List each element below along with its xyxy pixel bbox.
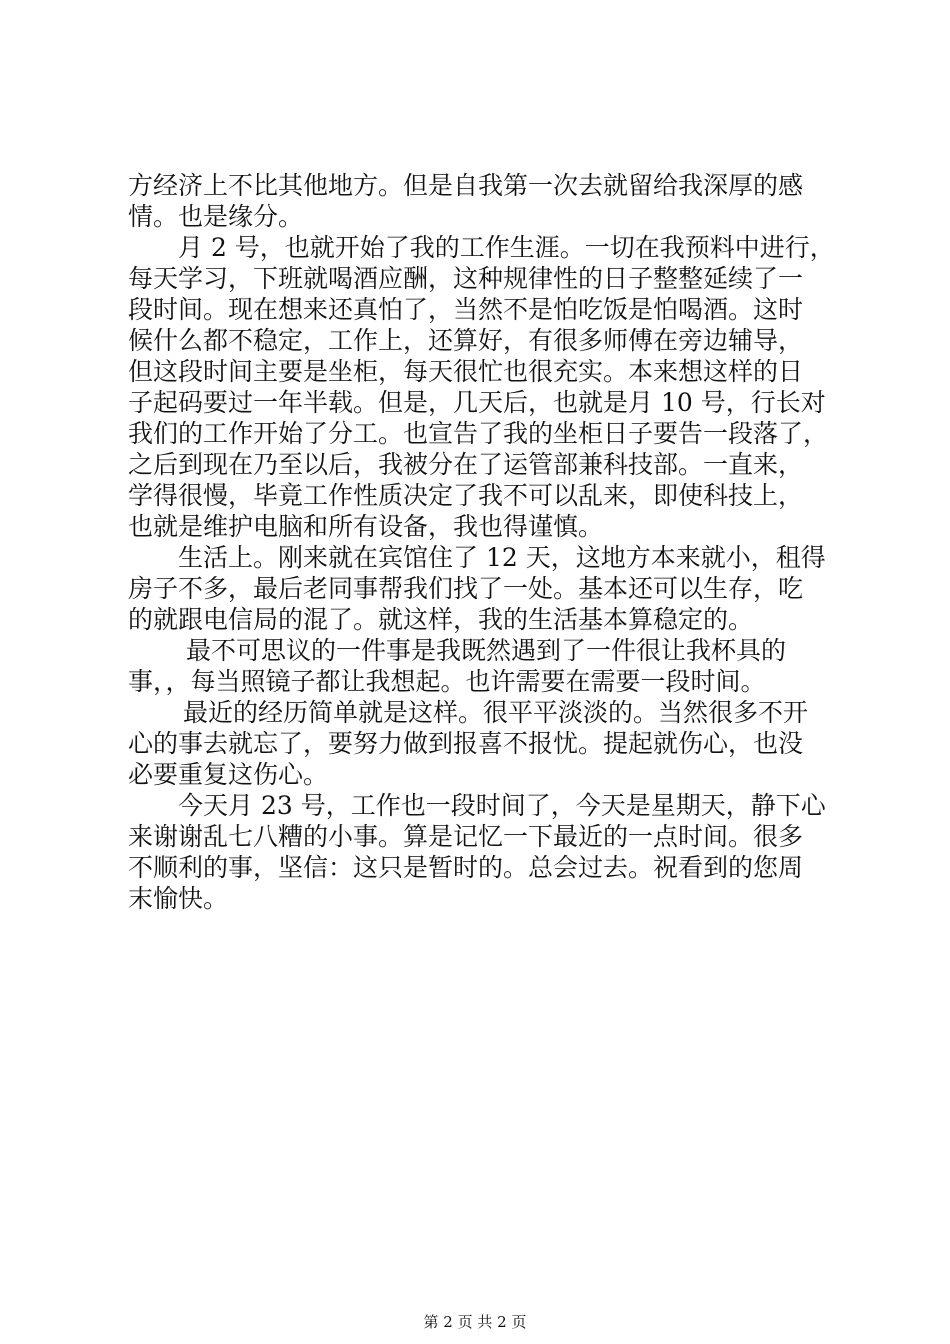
text-line: 来谢谢乱七八糟的小事。算是记忆一下最近的一点时间。很多: [128, 822, 804, 851]
text-line: 末愉快。: [128, 884, 229, 913]
text-line: 最不可思议的一件事是我既然遇到了一件很让我杯具的: [186, 636, 787, 665]
text-line: 不顺利的事，坚信：这只是暂时的。总会过去。祝看到的您周: [128, 853, 804, 882]
text-line: 段时间。现在想来还真怕了，当然不是怕吃饭是怕喝酒。这时: [128, 295, 804, 324]
page-footer: 第 2 页 共 2 页: [423, 1313, 527, 1331]
text-line: 学得很慢，毕竟工作性质决定了我不可以乱来，即使科技上，: [128, 481, 804, 510]
text-line: 房子不多，最后老同事帮我们找了一处。基本还可以生存，吃: [128, 574, 804, 603]
text-line: 也就是维护电脑和所有设备，我也得谨慎。: [128, 512, 604, 541]
text-line: 生活上。刚来就在宾馆住了 12 天，这地方本来就小，租得: [178, 543, 826, 572]
text-line: 方经济上不比其他地方。但是自我第一次去就留给我深厚的感: [128, 171, 804, 200]
text-line: 最近的经历简单就是这样。很平平淡淡的。当然很多不开: [183, 698, 809, 727]
text-line: 但这段时间主要是坐柜，每天很忙也很充实。本来想这样的日: [128, 357, 804, 386]
text-line: 的就跟电信局的混了。就这样，我的生活基本算稳定的。: [128, 605, 754, 634]
text-line: 子起码要过一年半载。但是，几天后，也就是月 10 号，行长对: [128, 388, 826, 417]
text-line: 事，，每当照镜子都让我想起。也许需要在需要一段时间。: [128, 667, 766, 696]
text-line: 我们的工作开始了分工。也宣告了我的坐柜日子要告一段落了，: [128, 419, 829, 448]
text-line: 每天学习，下班就喝酒应酬，这种规律性的日子整整延续了一: [128, 264, 804, 293]
text-line: 月 2 号，也就开始了我的工作生涯。一切在我预料中进行，: [178, 233, 835, 262]
text-line: 心的事去就忘了，要努力做到报喜不报忧。提起就伤心，也没: [128, 729, 804, 758]
text-line: 必要重复这伤心。: [128, 760, 329, 789]
text-line: 之后到现在乃至以后，我被分在了运管部兼科技部。一直来，: [128, 450, 804, 479]
text-line: 情。也是缘分。: [128, 202, 304, 231]
text-line: 今天月 23 号，工作也一段时间了，今天是星期天，静下心: [178, 791, 826, 820]
text-line: 候什么都不稳定，工作上，还算好，有很多师傅在旁边辅导，: [128, 326, 804, 355]
